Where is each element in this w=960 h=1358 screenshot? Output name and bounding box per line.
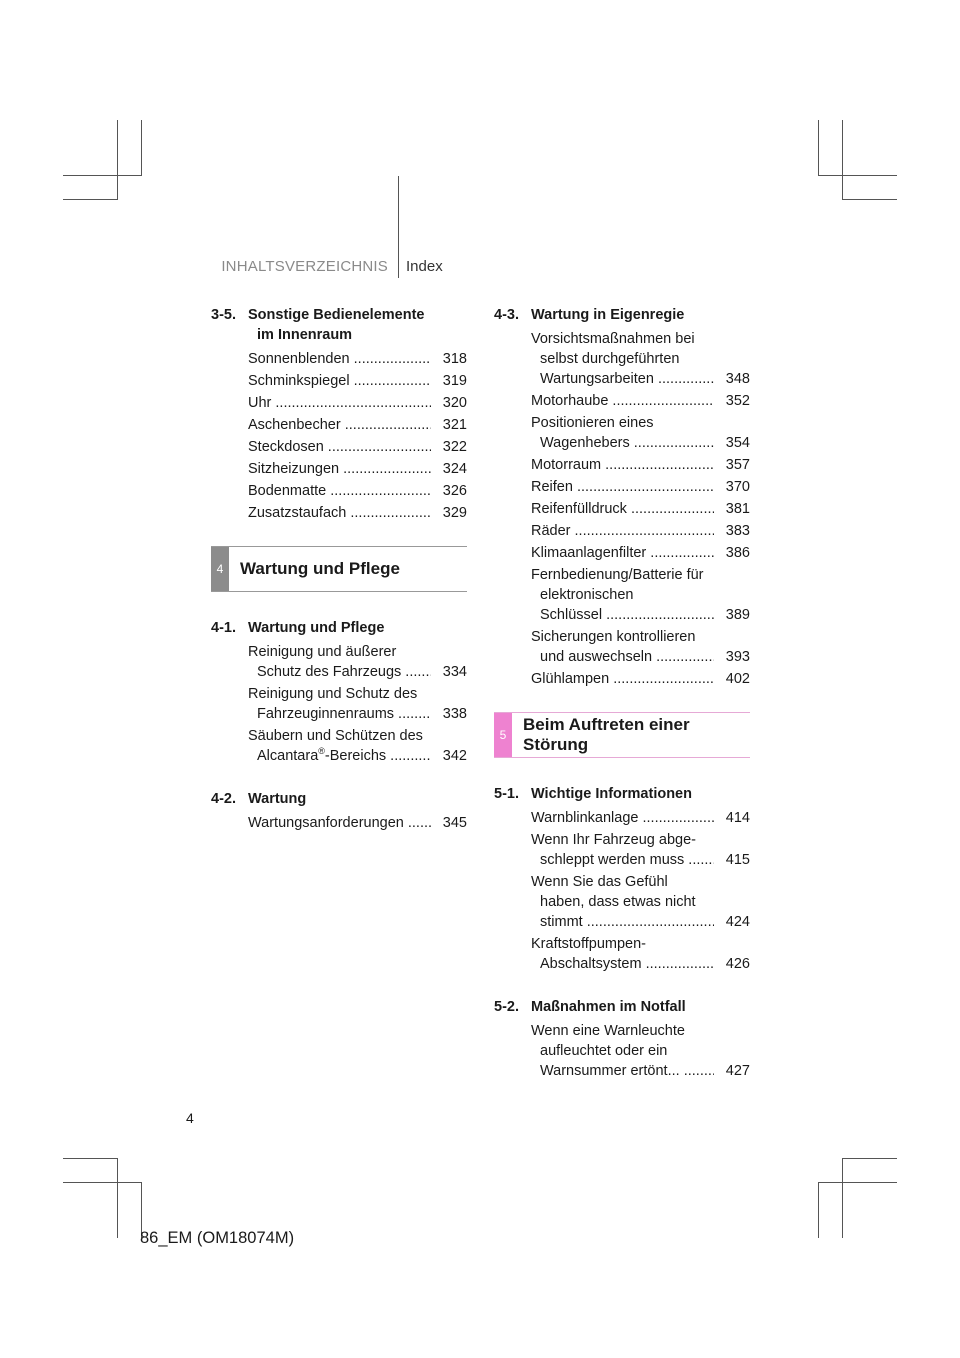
entry-title bbox=[531, 477, 714, 497]
entry-title-part: Warnsummer ertönt... bbox=[540, 1063, 680, 1079]
entry-title-part: Wenn Ihr Fahrzeug abge- bbox=[531, 832, 696, 848]
section-number: 4-1. bbox=[211, 620, 236, 636]
entry-title-part: Wenn eine Warnleuchte bbox=[531, 1023, 685, 1039]
entry-title-part: Reifenfülldruck bbox=[531, 501, 627, 517]
entry-title-part: Aschenbecher bbox=[248, 417, 341, 433]
toc-entry-link[interactable] bbox=[531, 543, 750, 563]
entry-title-line bbox=[531, 892, 714, 912]
chapter-number-tab: 5 bbox=[494, 713, 512, 757]
toc-entry-link[interactable] bbox=[531, 413, 750, 453]
entry-page-number: 357 bbox=[725, 457, 750, 473]
section-name-line: Wartung in Eigenregie bbox=[531, 307, 685, 323]
entry-title bbox=[248, 726, 431, 766]
entry-page-number: 322 bbox=[442, 439, 467, 455]
entry-title bbox=[248, 349, 431, 369]
toc-entry-link[interactable] bbox=[531, 934, 750, 974]
entry-title-part: Fahrzeuginnenraums bbox=[257, 706, 395, 722]
entry-title-part: Sicherungen kontrollieren bbox=[531, 629, 696, 645]
entry-page-number: 389 bbox=[725, 607, 750, 623]
entry-title bbox=[531, 934, 714, 974]
toc-section bbox=[494, 997, 750, 1081]
entry-page-number: 318 bbox=[442, 351, 467, 367]
section-name-line: Sonstige Bedienelemente bbox=[248, 307, 425, 323]
section-title bbox=[211, 789, 467, 809]
entry-title bbox=[531, 543, 714, 563]
entry-title-line bbox=[531, 477, 714, 497]
entry-title-line bbox=[248, 746, 431, 766]
entry-title-part: Säubern und Schützen des bbox=[248, 728, 423, 744]
entry-title-part: Abschaltsystem bbox=[540, 956, 642, 972]
toc-entry-link[interactable] bbox=[531, 499, 750, 519]
section-title bbox=[494, 997, 750, 1017]
entry-title-part: Schminkspiegel bbox=[248, 373, 350, 389]
crop-mark bbox=[63, 199, 118, 200]
crop-mark bbox=[141, 120, 142, 176]
toc-entry-link[interactable] bbox=[531, 391, 750, 411]
entry-page-number: 321 bbox=[442, 417, 467, 433]
entry-title bbox=[531, 627, 714, 667]
entry-title-part: Bodenmatte bbox=[248, 483, 327, 499]
crop-mark bbox=[842, 120, 843, 200]
entry-title-part: Schutz des Fahrzeugs bbox=[257, 664, 402, 680]
entry-page-number: 370 bbox=[725, 479, 750, 495]
entry-title bbox=[248, 503, 431, 523]
chapter-title-line: Störung bbox=[523, 735, 589, 754]
document-code: 86_EM (OM18074M) bbox=[140, 1229, 295, 1247]
entry-title-part: elektronischen bbox=[540, 587, 634, 603]
entry-title-line bbox=[531, 499, 714, 519]
entry-title-part: selbst durchgeführten bbox=[540, 351, 680, 367]
toc-right-column bbox=[494, 305, 750, 1104]
toc-entry-link[interactable] bbox=[531, 627, 750, 667]
chapter-title-line: Beim Auftreten einer bbox=[523, 715, 690, 734]
section-number: 3-5. bbox=[211, 307, 236, 323]
entry-title-line bbox=[248, 459, 431, 479]
entry-title-part: Fernbedienung/Batterie für bbox=[531, 567, 704, 583]
entry-page-number: 352 bbox=[725, 393, 750, 409]
chapter-title: Wartung und Pflege bbox=[240, 559, 400, 578]
entry-title bbox=[531, 391, 714, 411]
entry-title-part: Alcantara bbox=[257, 748, 319, 764]
entry-title-line bbox=[531, 1041, 714, 1061]
toc-entry-link[interactable] bbox=[531, 565, 750, 625]
entry-page-number: 334 bbox=[442, 664, 467, 680]
entry-title bbox=[531, 669, 714, 689]
section-number: 5-1. bbox=[494, 786, 519, 802]
entry-page-number: 345 bbox=[442, 815, 467, 831]
entry-title-part: und auswechseln bbox=[540, 649, 653, 665]
toc-entry-link[interactable] bbox=[531, 669, 750, 689]
entry-page-number: 402 bbox=[725, 671, 750, 687]
entry-title bbox=[248, 393, 431, 413]
entry-title-line bbox=[248, 481, 431, 501]
entry-title-part: Wagenhebers bbox=[540, 435, 630, 451]
entry-title-line bbox=[531, 329, 714, 349]
entry-title-line bbox=[531, 349, 714, 369]
entry-page-number: 383 bbox=[725, 523, 750, 539]
toc-section bbox=[211, 305, 467, 523]
entry-page-number: 381 bbox=[725, 501, 750, 517]
section-name-line: Maßnahmen im Notfall bbox=[531, 999, 686, 1015]
toc-entry-link[interactable] bbox=[248, 813, 467, 833]
entry-title-line bbox=[531, 413, 714, 433]
entry-title-line bbox=[531, 433, 714, 453]
crop-mark bbox=[63, 1182, 142, 1183]
entry-title bbox=[531, 1021, 714, 1081]
entry-title-line bbox=[248, 704, 431, 724]
crop-mark bbox=[818, 1182, 897, 1183]
entry-page-number: 354 bbox=[725, 435, 750, 451]
entry-title-part: Warnblinkanlage bbox=[531, 810, 639, 826]
toc-entry-link[interactable] bbox=[248, 726, 467, 766]
entry-title bbox=[531, 830, 714, 870]
toc-entry-link[interactable] bbox=[248, 437, 467, 457]
entry-title-line bbox=[248, 349, 431, 369]
section-name bbox=[248, 618, 467, 638]
entry-page-number: 348 bbox=[725, 371, 750, 387]
entry-title-line bbox=[248, 726, 431, 746]
entry-title-part: haben, dass etwas nicht bbox=[540, 894, 696, 910]
entry-title-line bbox=[248, 684, 431, 704]
entry-title-line bbox=[531, 1061, 714, 1081]
page-number: 4 bbox=[186, 1110, 194, 1126]
section-number: 4-3. bbox=[494, 307, 519, 323]
crop-mark bbox=[818, 120, 819, 176]
crop-mark bbox=[63, 1158, 118, 1159]
entry-title bbox=[531, 499, 714, 519]
section-number: 5-2. bbox=[494, 999, 519, 1015]
toc-entry-link[interactable] bbox=[248, 684, 467, 724]
entry-title bbox=[248, 371, 431, 391]
entry-title bbox=[531, 329, 714, 389]
entry-title bbox=[531, 872, 714, 932]
toc-entry-link[interactable] bbox=[531, 830, 750, 870]
entry-title-part: Steckdosen bbox=[248, 439, 324, 455]
entry-title-part: Reinigung und Schutz des bbox=[248, 686, 418, 702]
crop-mark bbox=[818, 175, 897, 176]
entry-title-line bbox=[531, 647, 714, 667]
entry-title bbox=[531, 521, 714, 541]
entry-title-line bbox=[531, 808, 714, 828]
entry-title-part: Reinigung und äußerer bbox=[248, 644, 397, 660]
entry-title-part: Positionieren eines bbox=[531, 415, 654, 431]
toc-entry-link[interactable] bbox=[248, 349, 467, 369]
entry-page-number: 427 bbox=[725, 1063, 750, 1079]
entry-title-line bbox=[531, 605, 714, 625]
entry-title-line bbox=[248, 642, 431, 662]
toc-entry-link[interactable] bbox=[248, 415, 467, 435]
header-divider bbox=[398, 176, 399, 278]
entry-title-part: schleppt werden muss bbox=[540, 852, 685, 868]
entry-title-part: Sonnenblenden bbox=[248, 351, 350, 367]
entry-title-line bbox=[531, 1021, 714, 1041]
section-title bbox=[211, 305, 467, 345]
entry-page-number: 426 bbox=[725, 956, 750, 972]
section-name-line: Wartung und Pflege bbox=[248, 620, 385, 636]
entry-title-line bbox=[531, 954, 714, 974]
section-name-line: Wartung bbox=[248, 791, 307, 807]
toc-entry-link[interactable] bbox=[531, 521, 750, 541]
entry-title-line bbox=[531, 585, 714, 605]
toc-entry-link[interactable] bbox=[248, 481, 467, 501]
entry-title-line bbox=[248, 503, 431, 523]
entry-title bbox=[531, 413, 714, 453]
entry-title-line bbox=[531, 872, 714, 892]
entry-title-line bbox=[248, 813, 431, 833]
header-section-label[interactable]: INHALTSVERZEICHNIS bbox=[221, 258, 388, 275]
entry-title bbox=[248, 813, 431, 833]
entry-title bbox=[248, 481, 431, 501]
crop-mark bbox=[818, 1182, 819, 1238]
toc-entry-link[interactable] bbox=[531, 329, 750, 389]
chapter-title-lines bbox=[523, 715, 690, 755]
toc-left-column bbox=[211, 305, 467, 856]
toc-entry-link[interactable] bbox=[531, 808, 750, 828]
entry-page-number: 386 bbox=[725, 545, 750, 561]
toc-section bbox=[494, 784, 750, 974]
entry-title-part: Wartungsanforderungen bbox=[248, 815, 404, 831]
entry-title bbox=[248, 437, 431, 457]
entry-title-part: stimmt bbox=[540, 914, 583, 930]
entry-title-part: Reifen bbox=[531, 479, 573, 495]
entry-title-line bbox=[531, 369, 714, 389]
toc-entry-link[interactable] bbox=[248, 642, 467, 682]
entry-title-part: Sitzheizungen bbox=[248, 461, 340, 477]
toc-entry-link[interactable] bbox=[531, 1021, 750, 1081]
entry-title-part: Motorhaube bbox=[531, 393, 609, 409]
entry-title-part: Zusatzstaufach bbox=[248, 505, 347, 521]
entry-title bbox=[248, 642, 431, 682]
entry-title-suffix: -Bereichs bbox=[324, 748, 387, 764]
entry-title-part: aufleuchtet oder ein bbox=[540, 1043, 668, 1059]
toc-entry-link[interactable] bbox=[248, 459, 467, 479]
section-name bbox=[531, 305, 750, 325]
toc-section bbox=[211, 789, 467, 833]
entry-title-line bbox=[531, 669, 714, 689]
entry-title bbox=[248, 415, 431, 435]
toc-entry-link[interactable] bbox=[531, 477, 750, 497]
entry-title-part: Klimaanlagenfilter bbox=[531, 545, 647, 561]
section-name-line: im Innenraum bbox=[257, 327, 353, 343]
chapter-heading[interactable] bbox=[211, 546, 467, 592]
entry-page-number: 326 bbox=[442, 483, 467, 499]
section-title bbox=[211, 618, 467, 638]
section-name bbox=[248, 789, 467, 809]
entry-page-number: 424 bbox=[725, 914, 750, 930]
entry-title-line bbox=[531, 627, 714, 647]
section-name bbox=[531, 997, 750, 1017]
entry-page-number: 414 bbox=[725, 810, 750, 826]
entry-title-part: Uhr bbox=[248, 395, 272, 411]
entry-title-part: Motorraum bbox=[531, 457, 602, 473]
entry-title-line bbox=[531, 850, 714, 870]
toc-entry-link[interactable] bbox=[531, 872, 750, 932]
chapter-title bbox=[512, 713, 690, 757]
section-name bbox=[531, 784, 750, 804]
header-index-link[interactable]: Index bbox=[406, 258, 443, 275]
entry-page-number: 329 bbox=[442, 505, 467, 521]
entry-page-number: 324 bbox=[442, 461, 467, 477]
toc-section bbox=[494, 305, 750, 689]
entry-title-part: Wenn Sie das Gefühl bbox=[531, 874, 668, 890]
entry-title-line bbox=[531, 455, 714, 475]
entry-title-line bbox=[248, 393, 431, 413]
entry-title-line bbox=[531, 565, 714, 585]
entry-title bbox=[248, 684, 431, 724]
entry-title-line bbox=[248, 437, 431, 457]
entry-title-line bbox=[248, 415, 431, 435]
entry-page-number: 320 bbox=[442, 395, 467, 411]
entry-title bbox=[531, 455, 714, 475]
entry-title-line bbox=[531, 912, 714, 932]
toc-entry-link[interactable] bbox=[531, 455, 750, 475]
chapter-heading[interactable] bbox=[494, 712, 750, 758]
toc-section bbox=[211, 618, 467, 766]
entry-title-line bbox=[531, 934, 714, 954]
crop-mark bbox=[842, 199, 897, 200]
crop-mark bbox=[63, 175, 142, 176]
registered-mark: ® bbox=[318, 746, 325, 756]
entry-title-part: Wartungsarbeiten bbox=[540, 371, 654, 387]
crop-mark bbox=[117, 1158, 118, 1238]
entry-title bbox=[248, 459, 431, 479]
crop-mark bbox=[842, 1158, 897, 1159]
entry-page-number: 393 bbox=[725, 649, 750, 665]
section-title bbox=[494, 784, 750, 804]
chapter-number-tab: 4 bbox=[211, 547, 229, 591]
entry-page-number: 319 bbox=[442, 373, 467, 389]
section-name-line: Wichtige Informationen bbox=[531, 786, 692, 802]
crop-mark bbox=[842, 1158, 843, 1238]
entry-title-part: Räder bbox=[531, 523, 571, 539]
entry-title bbox=[531, 565, 714, 625]
toc-entry-link[interactable] bbox=[248, 503, 467, 523]
entry-title-line bbox=[531, 830, 714, 850]
entry-title-line bbox=[531, 391, 714, 411]
section-name bbox=[248, 305, 467, 345]
entry-title-part: Schlüssel bbox=[540, 607, 603, 623]
entry-page-number: 415 bbox=[725, 852, 750, 868]
entry-title bbox=[531, 808, 714, 828]
entry-title-line bbox=[531, 543, 714, 563]
entry-title-part: Glühlampen bbox=[531, 671, 610, 687]
crop-mark bbox=[117, 120, 118, 200]
toc-entry-link[interactable] bbox=[248, 371, 467, 391]
entry-title-line bbox=[531, 521, 714, 541]
entry-page-number: 342 bbox=[442, 748, 467, 764]
entry-title-line bbox=[248, 371, 431, 391]
entry-title-part: Kraftstoffpumpen- bbox=[531, 936, 646, 952]
toc-entry-link[interactable] bbox=[248, 393, 467, 413]
entry-title-line bbox=[248, 662, 431, 682]
entry-title-part: Vorsichtsmaßnahmen bei bbox=[531, 331, 695, 347]
section-number: 4-2. bbox=[211, 791, 236, 807]
entry-page-number: 338 bbox=[442, 706, 467, 722]
section-title bbox=[494, 305, 750, 325]
